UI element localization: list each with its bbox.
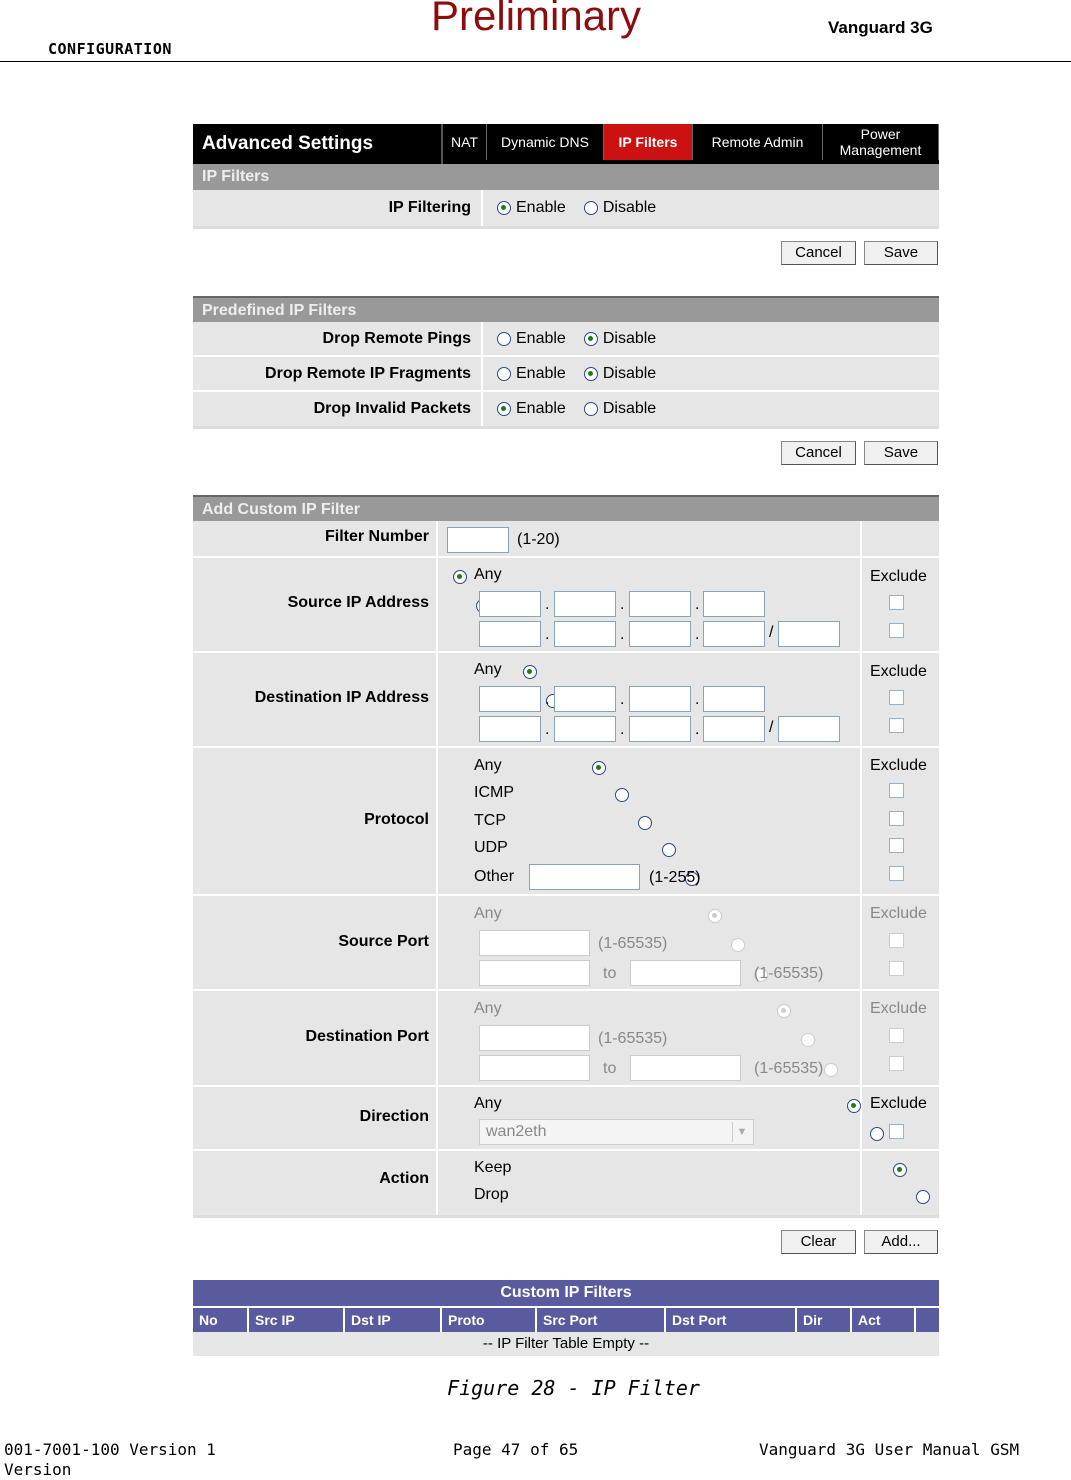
tab-remote-admin[interactable]: Remote Admin [693, 124, 823, 160]
column-header-dir: Dir [795, 1308, 850, 1332]
ip-filtering-label: IP Filtering [193, 190, 483, 226]
source-port-exclude-label: Exclude [870, 905, 927, 922]
ip-filters-buttons [193, 229, 939, 296]
source-ip-exclude-checkbox[interactable] [889, 595, 904, 610]
dest-port-range-radio[interactable] [824, 1063, 838, 1077]
radio-icon[interactable] [584, 367, 598, 381]
header-rule [0, 61, 1071, 62]
dest-ip-any-radio[interactable] [523, 665, 537, 679]
column-header-dst-port: Dst Port [664, 1308, 795, 1332]
pings-enable[interactable] [497, 330, 566, 348]
source-subnet-octet-1[interactable] [479, 621, 541, 647]
dest-ip-exclude-label: Exclude [870, 663, 927, 680]
ip-filters-header: IP Filters [193, 164, 939, 190]
source-port-single-radio[interactable] [731, 938, 745, 952]
filter-number-input[interactable] [447, 527, 509, 553]
tab-nat[interactable]: NAT [443, 124, 487, 160]
predefined-buttons [193, 429, 939, 495]
column-header-dst-ip: Dst IP [343, 1308, 440, 1332]
custom-filters-table [193, 1280, 939, 1356]
fragments-enable[interactable] [497, 365, 566, 383]
radio-icon[interactable] [497, 201, 511, 215]
source-ip-any-label: Any [474, 566, 502, 583]
option-label: Enable [516, 364, 566, 382]
dest-port-any-radio[interactable] [777, 1004, 791, 1018]
source-port-range: (1-65535) [598, 935, 668, 952]
radio-icon[interactable] [584, 332, 598, 346]
dest-port-to-label: to [603, 1060, 617, 1077]
column-header-src-ip: Src IP [247, 1308, 343, 1332]
action-option-label: Keep [474, 1159, 512, 1176]
source-port-exclude-checkbox[interactable] [889, 933, 904, 948]
source-subnet-octet-3[interactable] [629, 621, 691, 647]
dest-port-exclude-label: Exclude [870, 1000, 927, 1017]
tab-power-management[interactable] [823, 124, 939, 160]
slash-separator: / [769, 719, 774, 736]
action-label: Action [379, 1170, 429, 1187]
protocol-any-radio[interactable] [592, 761, 606, 775]
save-button[interactable]: Save [864, 441, 938, 465]
chevron-down-icon: ▼ [732, 1122, 751, 1142]
source-port-any-label: Any [474, 905, 502, 922]
direction-any-radio[interactable] [847, 1099, 861, 1113]
protocol-udp-radio[interactable] [662, 843, 676, 857]
dest-port-range-exclude-checkbox[interactable] [889, 1056, 904, 1071]
ip-filtering-disable[interactable] [584, 199, 656, 217]
doc-section-title: CONFIGURATION [48, 40, 172, 58]
dest-ip-octet-1[interactable] [479, 686, 541, 712]
direction-exclude-checkbox[interactable] [889, 1124, 904, 1139]
dest-port-single-radio[interactable] [801, 1033, 815, 1047]
preliminary-watermark: Preliminary [431, 0, 642, 39]
protocol-option-label: TCP [474, 812, 506, 829]
dest-ip-any-label: Any [474, 661, 502, 678]
dest-subnet-octet-3[interactable] [629, 716, 691, 742]
source-ip-octet-4[interactable] [703, 591, 765, 617]
cancel-button[interactable]: Cancel [781, 441, 856, 465]
column-header-blank [914, 1308, 939, 1332]
source-subnet-octet-2[interactable] [554, 621, 616, 647]
protocol-tcp-radio[interactable] [638, 816, 652, 830]
protocol-exclude-checkbox[interactable] [889, 783, 904, 798]
source-subnet-octet-4[interactable] [703, 621, 765, 647]
source-port-label: Source Port [338, 933, 429, 950]
drop-remote-pings-label: Drop Remote Pings [193, 322, 483, 355]
protocol-option-label: UDP [474, 839, 508, 856]
dot-separator: . [620, 691, 625, 708]
dest-port-range-2: (1-65535) [754, 1060, 824, 1077]
protocol-option-label: ICMP [474, 784, 514, 801]
tab-power-line1: Power [860, 126, 901, 142]
dest-ip-exclude-checkbox[interactable] [889, 690, 904, 705]
dot-separator: . [620, 596, 625, 613]
dot-separator: . [545, 596, 550, 613]
option-label: Disable [602, 199, 657, 216]
source-port-to-label: to [603, 965, 617, 982]
protocol-icmp-radio[interactable] [615, 788, 629, 802]
custom-filter-form [193, 521, 939, 1215]
source-port-from-input[interactable] [479, 960, 590, 986]
save-button[interactable]: Save [864, 241, 938, 265]
dest-port-input[interactable] [479, 1025, 590, 1051]
router-ui-panel [193, 124, 939, 1356]
direction-exclude-label: Exclude [870, 1095, 927, 1112]
slash-separator: / [769, 624, 774, 641]
option-label: Enable [516, 199, 566, 216]
table-empty-message: -- IP Filter Table Empty -- [193, 1332, 939, 1356]
dot-separator: . [545, 721, 550, 738]
dest-port-exclude-checkbox[interactable] [889, 1028, 904, 1043]
dest-ip-octet-2[interactable] [554, 686, 616, 712]
source-ip-octet-1[interactable] [479, 591, 541, 617]
filter-number-range: (1-20) [517, 531, 560, 548]
source-port-range-exclude-checkbox[interactable] [889, 961, 904, 976]
source-ip-octet-3[interactable] [629, 591, 691, 617]
pings-disable[interactable] [584, 330, 656, 348]
direction-select-value: wan2eth [486, 1123, 547, 1140]
option-label: Disable [602, 364, 657, 382]
advanced-settings-title: Advanced Settings [193, 124, 443, 164]
source-subnet-mask[interactable] [778, 621, 840, 647]
dest-port-range: (1-65535) [598, 1030, 668, 1047]
figure-caption: Figure 28 - IP Filter [447, 1376, 700, 1400]
footer-version-label: Version [4, 1460, 72, 1479]
direction-any-label: Any [474, 1095, 502, 1112]
protocol-exclude-checkbox[interactable] [889, 838, 904, 853]
protocol-option-label: Any [474, 757, 502, 774]
dot-separator: . [695, 626, 700, 643]
dest-ip-octet-3[interactable] [629, 686, 691, 712]
dest-port-to-input[interactable] [630, 1055, 741, 1081]
footer-page-number: Page 47 of 65 [453, 1440, 579, 1459]
table-header-row [193, 1306, 939, 1332]
column-header-src-port: Src Port [535, 1308, 664, 1332]
ip-filtering-enable[interactable] [497, 199, 566, 217]
direction-select[interactable] [479, 1119, 754, 1145]
dest-subnet-octet-2[interactable] [554, 716, 616, 742]
source-ip-exclude-label: Exclude [870, 568, 927, 585]
drop-ip-fragments-row [193, 357, 939, 392]
source-ip-label: Source IP Address [287, 594, 429, 611]
add-button[interactable]: Add... [864, 1230, 938, 1254]
dest-ip-octet-4[interactable] [703, 686, 765, 712]
protocol-label: Protocol [364, 811, 429, 828]
direction-label: Direction [359, 1108, 429, 1125]
option-label: Enable [516, 400, 566, 417]
source-port-input[interactable] [479, 930, 590, 956]
protocol-option-label: Other [474, 868, 515, 885]
tab-dynamic-dns[interactable]: Dynamic DNS [487, 124, 604, 160]
dot-separator: . [620, 626, 625, 643]
custom-filters-table-title: Custom IP Filters [193, 1280, 939, 1306]
protocol-range: (1-255) [649, 869, 701, 886]
source-port-range-2: (1-65535) [754, 965, 824, 982]
invalid-enable[interactable] [497, 400, 566, 418]
drop-ip-fragments-label: Drop Remote IP Fragments [193, 357, 483, 390]
radio-icon[interactable] [584, 201, 598, 215]
source-port-any-radio[interactable] [708, 909, 722, 923]
radio-icon[interactable] [497, 332, 511, 346]
dest-subnet-octet-1[interactable] [479, 716, 541, 742]
column-header-proto: Proto [440, 1308, 535, 1332]
option-label: Disable [602, 329, 657, 347]
tab-ip-filters[interactable]: IP Filters [604, 124, 693, 160]
source-port-to-input[interactable] [630, 960, 741, 986]
dot-separator: . [695, 691, 700, 708]
footer-doc-number: 001-7001-100 Version 1 [4, 1440, 216, 1459]
source-ip-octet-2[interactable] [554, 591, 616, 617]
predefined-filters-header: Predefined IP Filters [193, 296, 939, 322]
cancel-button[interactable]: Cancel [781, 241, 856, 265]
radio-icon[interactable] [497, 367, 511, 381]
dest-port-label: Destination Port [305, 1028, 429, 1045]
dest-subnet-mask[interactable] [778, 716, 840, 742]
custom-filter-header: Add Custom IP Filter [193, 495, 939, 521]
column-header-act: Act [850, 1308, 914, 1332]
dest-subnet-octet-4[interactable] [703, 716, 765, 742]
footer-manual-title: Vanguard 3G User Manual GSM [759, 1440, 1020, 1459]
dest-subnet-exclude-checkbox[interactable] [889, 718, 904, 733]
action-option-label: Drop [474, 1186, 509, 1203]
protocol-exclude-checkbox[interactable] [889, 866, 904, 881]
dest-port-any-label: Any [474, 1000, 502, 1017]
fragments-disable[interactable] [584, 365, 656, 383]
column-header-no: No [199, 1312, 218, 1328]
tab-power-line2: Management [839, 142, 922, 158]
custom-filter-buttons [193, 1218, 939, 1280]
radio-icon[interactable] [584, 402, 598, 416]
action-keep-radio[interactable] [893, 1163, 907, 1177]
drop-invalid-packets-label: Drop Invalid Packets [193, 392, 483, 426]
action-drop-radio[interactable] [916, 1190, 930, 1204]
top-nav-bar [193, 124, 939, 164]
option-label: Disable [602, 400, 657, 417]
protocol-exclude-checkbox[interactable] [889, 811, 904, 826]
protocol-exclude-label: Exclude [870, 757, 927, 774]
dot-separator: . [545, 626, 550, 643]
footer-left [4, 1440, 216, 1480]
doc-product-title: Vanguard 3G [828, 18, 933, 37]
radio-icon[interactable] [497, 402, 511, 416]
dot-separator: . [620, 721, 625, 738]
drop-remote-pings-row [193, 322, 939, 357]
ip-filtering-row [193, 190, 939, 229]
dest-port-from-input[interactable] [479, 1055, 590, 1081]
option-label: Enable [516, 329, 566, 347]
source-ip-any-radio[interactable] [453, 570, 467, 584]
dot-separator: . [695, 721, 700, 738]
invalid-disable[interactable] [584, 400, 656, 418]
direction-select-radio[interactable] [870, 1127, 884, 1141]
dot-separator: . [545, 691, 550, 708]
dest-ip-label: Destination IP Address [254, 689, 429, 706]
clear-button[interactable]: Clear [781, 1230, 856, 1254]
source-subnet-exclude-checkbox[interactable] [889, 623, 904, 638]
protocol-other-input[interactable] [529, 864, 640, 890]
filter-number-label: Filter Number [324, 528, 429, 545]
drop-invalid-packets-row [193, 392, 939, 429]
ip-filtering-options [483, 190, 939, 226]
dot-separator: . [695, 596, 700, 613]
